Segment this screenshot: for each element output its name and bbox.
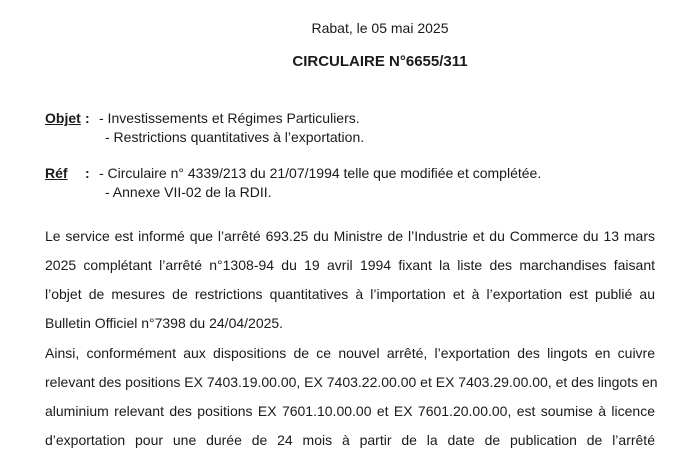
circular-title: CIRCULAIRE N°6655/311 <box>292 53 468 70</box>
objet-text-1: - Investissements et Régimes Particuliers. <box>99 110 360 126</box>
ref-colon: : <box>85 165 90 181</box>
paragraph-2-line-3: aluminium relevant des positions EX 7601.10.00.00 et EX 7601.20.00.00, est soumise à licence <box>45 403 655 419</box>
place-date: Rabat, le 05 mai 2025 <box>311 20 449 36</box>
ref-text-2: - Annexe VII-02 de la RDII. <box>105 184 272 200</box>
ref-block <box>45 163 665 201</box>
objet-label: Objet <box>45 110 81 126</box>
objet-line-1 <box>45 108 665 127</box>
objet-line-2 <box>45 127 665 146</box>
paragraph-2-line-1: Ainsi, conformément aux dispositions de ce nouvel arrêté, l’exportation des lingots en cuivre <box>45 345 655 361</box>
ref-text-1: - Circulaire n° 4339/213 du 21/07/1994 telle que modifiée et complétée. <box>99 165 542 181</box>
objet-text-2: - Restrictions quantitatives à l’exportation. <box>105 129 365 145</box>
paragraph-2-line-4: d’exportation pour une durée de 24 mois à partir de la date de publication de l’arrêté <box>45 432 655 448</box>
objet-block <box>45 108 665 146</box>
ref-line-2 <box>45 182 665 201</box>
paragraph-1-line-2: 2025 complétant l’arrêté n°1308-94 du 19 avril 1994 fixant la liste des marchandises faisant <box>45 257 655 273</box>
paragraph-2 <box>45 339 658 450</box>
paragraph-1 <box>45 222 655 338</box>
paragraph-2-line-2: relevant des positions EX 7403.19.00.00, EX 7403.22.00.00 et EX 7403.29.00.00, et des lingots en <box>45 374 658 390</box>
ref-label: Réf <box>45 165 68 181</box>
paragraph-1-line-1: Le service est informé que l’arrêté 693.25 du Ministre de l’Industrie et du Commerce du 13 mars <box>45 228 655 244</box>
objet-colon: : <box>85 110 90 126</box>
paragraph-1-line-3: l’objet de mesures de restrictions quantitatives à l’importation et à l’exportation est publié au <box>45 286 655 302</box>
ref-line-1 <box>45 163 665 182</box>
paragraph-1-line-4: Bulletin Officiel n°7398 du 24/04/2025. <box>45 315 284 331</box>
